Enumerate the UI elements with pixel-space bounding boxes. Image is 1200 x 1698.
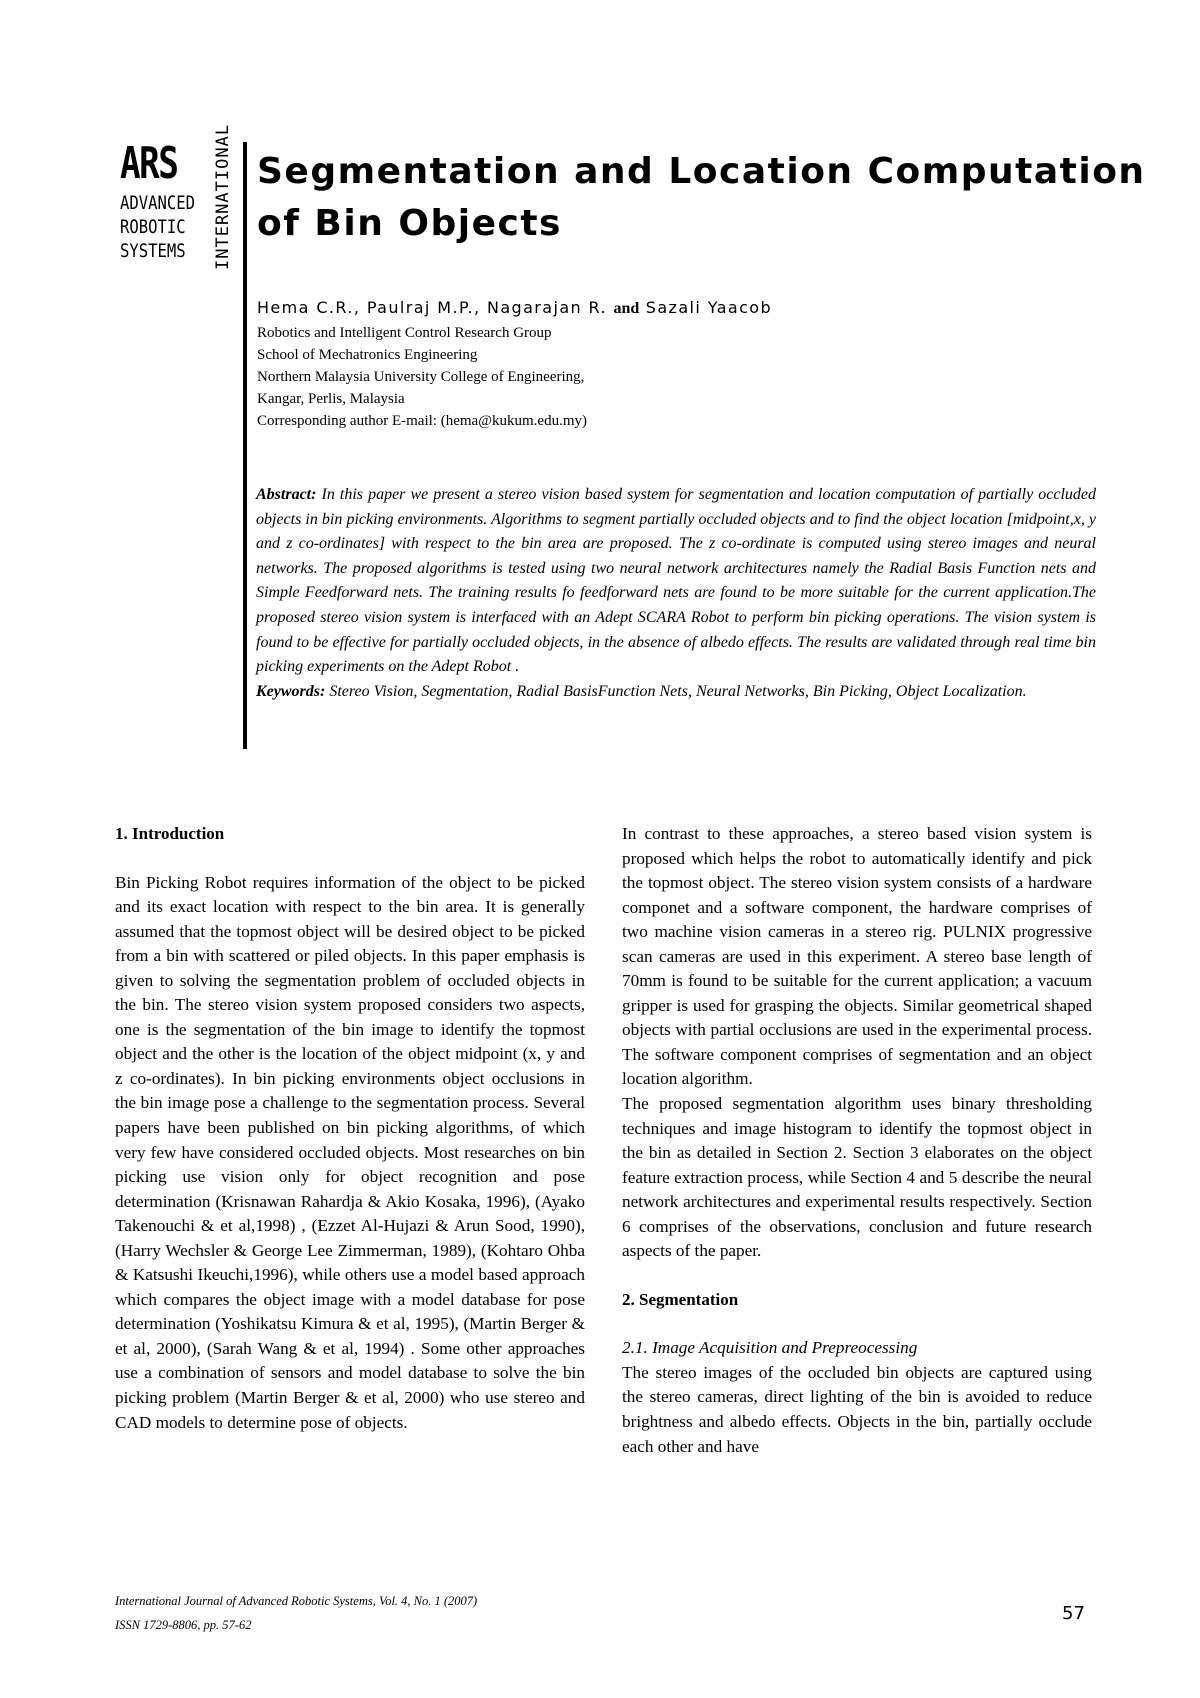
- left-column: [115, 822, 585, 1435]
- affiliation-line: Robotics and Intelligent Control Research Group: [257, 325, 552, 341]
- author-conjunction: and: [613, 300, 640, 317]
- body-paragraph: The proposed segmentation algorithm uses binary thresholding techniques and image histogram to identify the topmost object in the bin as detailed in Section 2. Section 3 elaborates on the object feature extraction process, while Section 4 and 5 describe the neural network architectures and experimental results respectively. Section 6 comprises of the observations, conclusion and future research aspects of the paper.: [622, 1094, 1092, 1261]
- page-number: 57: [1062, 1603, 1085, 1624]
- keywords-label: Keywords:: [256, 682, 326, 700]
- logo-line-robotic: ROBOTIC: [120, 216, 186, 238]
- corresponding-author-email: Corresponding author E-mail: (hema@kukum.edu.my): [257, 413, 587, 429]
- abstract-label: Abstract:: [256, 486, 317, 503]
- author-last: Sazali Yaacob: [645, 298, 773, 317]
- author-list: [257, 298, 772, 318]
- journal-footer: [115, 1589, 477, 1637]
- keywords-paragraph: [256, 680, 1096, 705]
- abstract-text: In this paper we present a stereo vision based system for segmentation and location computation of partially occluded objects in bin picking environments. Algorithms to segment partially occluded objects and to find the object location [midpoint,x, y and z co-ordinates] with respect to the bin area are proposed. The z co-ordinate is computed using stereo images and neural networks. The proposed algorithms is tested using two neural network architectures namely the Radial Basis Function nets and Simple Feedforward nets. The training results fo feedforward nets are found to be more suitable for the current application.The proposed stereo vision system is interfaced with an Adept SCARA Robot to perform bin picking operations. The vision system is found to be effective for partially occluded objects, in the absence of albedo effects. The results are validated through real time bin picking experiments on the Adept Robot .: [256, 486, 1096, 676]
- introduction-paragraph: Bin Picking Robot requires information of the object to be picked and its exact location with respect to the bin area. It is generally assumed that the topmost object will be desired object to be picked from a bin with scattered or piled objects. In this paper emphasis is given to solving the segmentation problem of occluded objects in the bin. The stereo vision system proposed considers two aspects, one is the segmentation of the bin image to identify the topmost object and the other is the location of the object midpoint (x, y and z co-ordinates). In bin picking environments object occlusions in the bin image pose a challenge to the segmentation process. Several papers have been published on bin picking algorithms, of which very few have considered occluded objects. Most researches on bin picking use vision only for object recognition and pose determination (Krisnawan Rahardja & Akio Kosaka, 1996), (Ayako Takenouchi & et al,1998) , (Ezzet Al-Hujazi & Arun Sood, 1990), (Harry Wechsler & George Lee Zimmerman, 1989), (Kohtaro Ohba & Katsushi Ikeuchi,1996), while others use a model based approach which compares the object image with a model database for pose determination (Yoshikatsu Kimura & et al, 1995), (Martin Berger & et al, 2000), (Sarah Wang & et al, 1994) . Some other approaches use a combination of sensors and model database to solve the bin picking problem (Martin Berger & et al, 2000) who use stereo and CAD models to determine pose of objects.: [115, 872, 585, 1432]
- journal-citation: International Journal of Advanced Robotic Systems, Vol. 4, No. 1 (2007): [115, 1594, 478, 1608]
- logo-mark: ARS: [120, 138, 178, 189]
- logo-line-advanced: ADVANCED: [120, 192, 196, 214]
- abstract-paragraph: [256, 483, 1096, 680]
- section-heading-introduction: 1. Introduction: [115, 824, 225, 843]
- abstract-block: [256, 483, 1096, 704]
- subsection-heading: 2.1. Image Acquisition and Prepreocessing: [622, 1338, 918, 1358]
- logo-line-systems: SYSTEMS: [120, 240, 186, 262]
- section-heading-segmentation: 2. Segmentation: [622, 1289, 739, 1309]
- title-vertical-rule: [243, 142, 247, 749]
- affiliation-line: School of Mechatronics Engineering: [257, 347, 478, 363]
- right-column: [622, 822, 1092, 1459]
- author-names: Hema C.R., Paulraj M.P., Nagarajan R.: [257, 298, 607, 317]
- title-line-1: Segmentation and Location Computation: [257, 151, 1146, 192]
- logo-vertical-international: INTERNATIONAL: [213, 123, 233, 270]
- keywords-text: Stereo Vision, Segmentation, Radial BasisFunction Nets, Neural Networks, Bin Picking, Object Localization.: [329, 682, 1027, 700]
- affiliation-line: Kangar, Perlis, Malaysia: [257, 391, 405, 407]
- body-paragraph: The stereo images of the occluded bin objects are captured using the stereo cameras, direct lighting of the bin is avoided to reduce brightness and albedo effects. Objects in the bin, partially occlude each other and have: [622, 1362, 1092, 1456]
- issn-line: ISSN 1729-8806, pp. 57-62: [115, 1618, 252, 1632]
- body-paragraph: In contrast to these approaches, a stereo based vision system is proposed which helps the robot to automatically identify and pick the topmost object. The stereo vision system consists of a hardware componet and a software component, the hardware comprises of two machine vision cameras in a stereo rig. PULNIX progressive scan cameras are used in this experiment. A stereo base length of 70mm is found to be suitable for the current application; a vacuum gripper is used for grasping the objects. Similar geometrical shaped objects with partial occlusions are used in the experimental process. The software component comprises of segmentation and an object location algorithm.: [622, 824, 1092, 1089]
- paper-title: [257, 146, 1146, 250]
- title-line-2: of Bin Objects: [257, 203, 562, 244]
- affiliation-line: Northern Malaysia University College of Engineering,: [257, 369, 585, 385]
- affiliation-block: [257, 322, 587, 432]
